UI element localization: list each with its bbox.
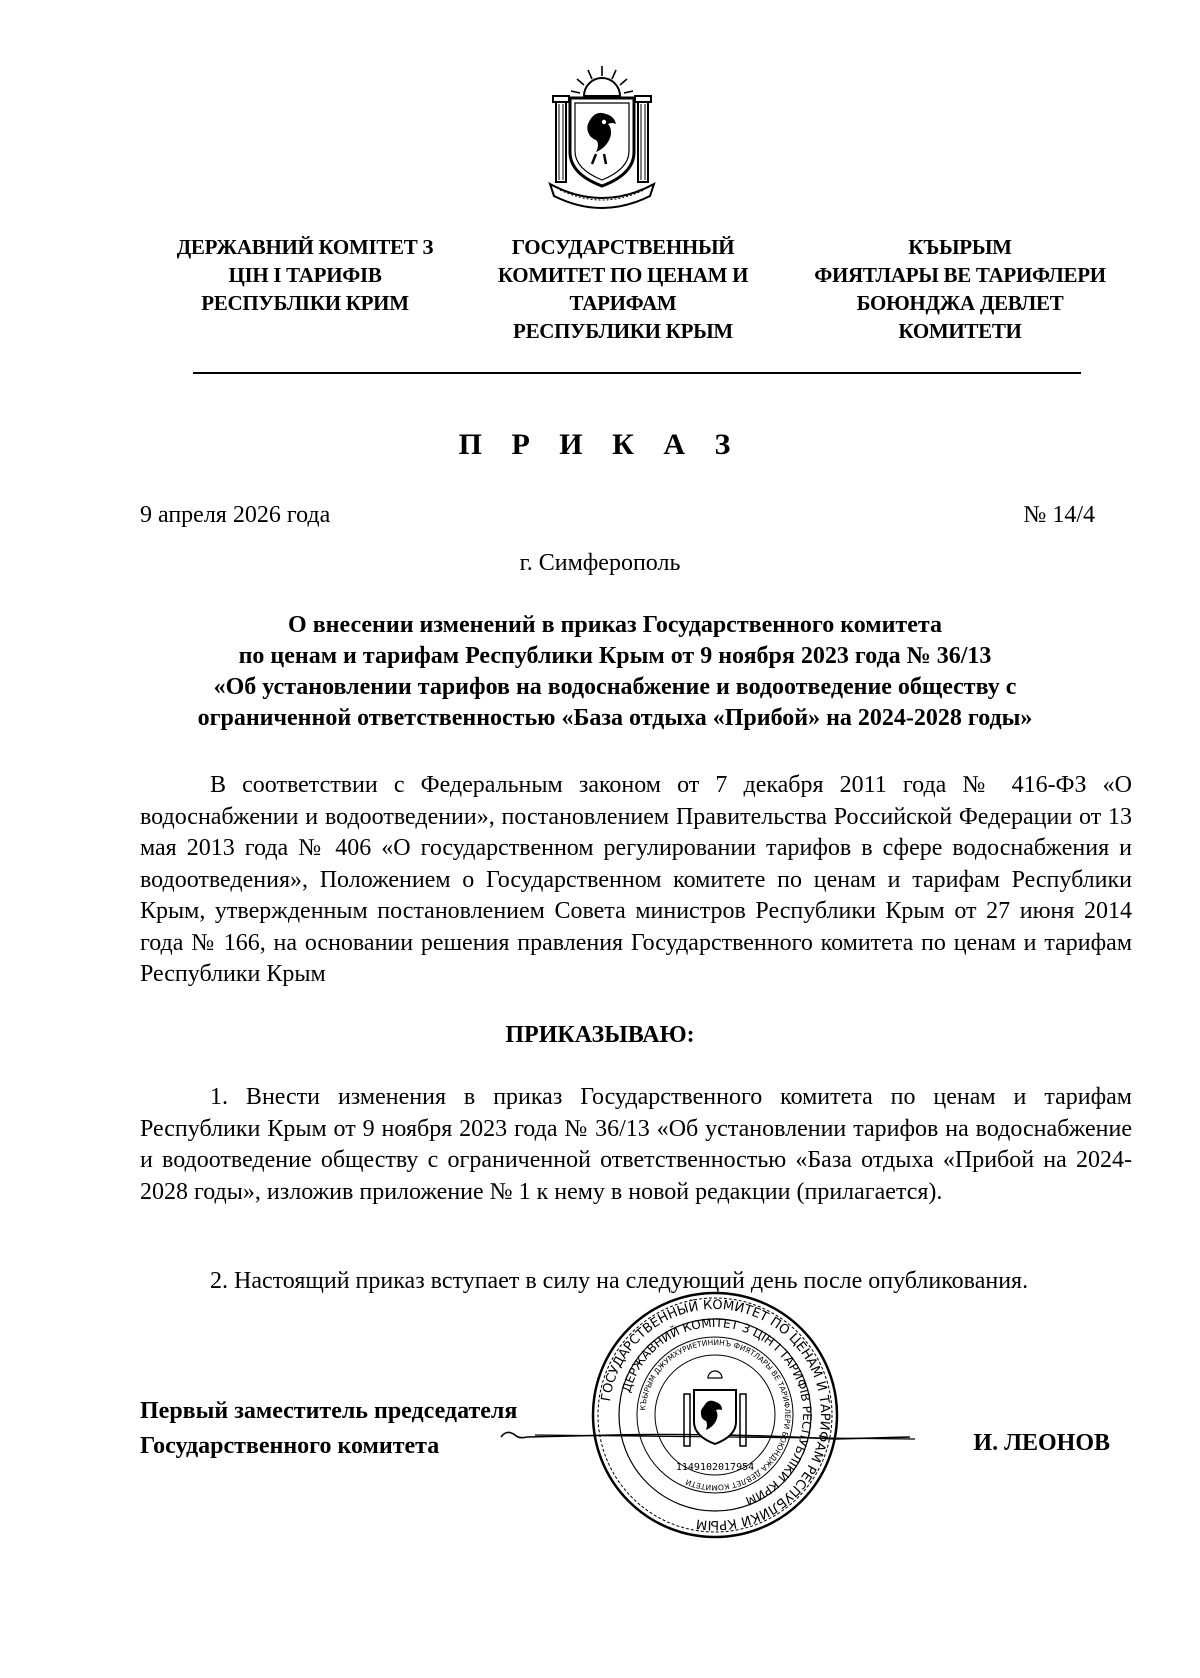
document-number: № 14/4 bbox=[1023, 502, 1095, 528]
document-date: 9 апреля 2026 года bbox=[140, 502, 331, 528]
document-title: О внесении изменений в приказ Государственного комитета по ценам и тарифам Республики Крым от 9 ноября 2023 года № 36/13 «Об установлении тарифов на водоснабжение и водоотведение обществу с ограниченной ответственностью «База отдыха «Прибой» на 2024-2028 годы» bbox=[197, 612, 1033, 731]
seal-inner-text: КЪЫРЫМ ДЖУМХУРИЕТИНИНЪ ФИЯТЛАРЫ ВЕ ТАРИФЛЕРИ БОЮНДЖА ДЕВЛЕТ КОМИТЕТИ bbox=[638, 1337, 793, 1493]
signatory-position: Первый заместитель председателя Государственного комитета bbox=[140, 1398, 518, 1459]
command-heading: ПРИКАЗЫВАЮ: bbox=[505, 1022, 695, 1048]
org-name-russian: ГОСУДАРСТВЕННЫЙ КОМИТЕТ ПО ЦЕНАМ И ТАРИФАМ РЕСПУБЛИКИ КРЫМ bbox=[497, 235, 749, 343]
official-seal-stamp bbox=[590, 1290, 840, 1540]
header-divider bbox=[193, 372, 1081, 374]
seal-middle-text: ДЕРЖАВНИЙ КОМІТЕТ З ЦІН І ТАРИФІВ РЕСПУБЛІКИ КРИМ bbox=[619, 1315, 815, 1509]
seal-outer-text: ГОСУДАРСТВЕННЫЙ КОМИТЕТ ПО ЦЕНАМ И ТАРИФАМ РЕСПУБЛИКИ КРЫМ bbox=[598, 1297, 833, 1533]
document-type: П Р И К А З bbox=[458, 428, 742, 461]
order-item-1: 1. Внести изменения в приказ Государственного комитета по ценам и тарифам Республики Крым от 9 ноября 2023 года № 36/13 «Об установлении тарифов на водоснабжение и водоотведение обществу с ограниченной ответственностью «База отдыха «Прибой на 2024-2028 годы», изложив приложение № 1 к нему в новой редакции (прилагается). bbox=[140, 1084, 1132, 1205]
crimea-coat-of-arms-icon bbox=[540, 62, 664, 212]
basis-paragraph: В соответствии с Федеральным законом от 7 декабря 2011 года № 416-ФЗ «О водоснабжении и водоотведении», постановлением Правительства Российской Федерации от 13 мая 2013 года № 406 «О государственном регулировании тарифов в сфере водоснабжения и водоотведения», Положением о Государственном комитете по ценам и тарифам Республики Крым, утвержденным постановлением Совета министров Республики Крым от 27 июня 2014 года № 166, на основании решения правления Государственного комитета по ценам и тарифам Республики Крым bbox=[140, 772, 1132, 987]
org-name-ukrainian: ДЕРЖАВНИЙ КОМІТЕТ З ЦІН І ТАРИФІВ РЕСПУБЛІКИ КРИМ bbox=[176, 235, 434, 315]
document-city: г. Симферополь bbox=[519, 550, 681, 576]
org-name-crimean-tatar: КЪЫРЫМ ФИЯТЛАРЫ ВЕ ТАРИФЛЕРИ БОЮНДЖА ДЕВЛЕТ КОМИТЕТИ bbox=[814, 235, 1106, 343]
signatory-name: И. ЛЕОНОВ bbox=[973, 1430, 1110, 1456]
seal-ogrn: 1149102017954 bbox=[675, 1462, 755, 1473]
order-item-2: 2. Настоящий приказ вступает в силу на следующий день после опубликования. bbox=[210, 1268, 1029, 1294]
